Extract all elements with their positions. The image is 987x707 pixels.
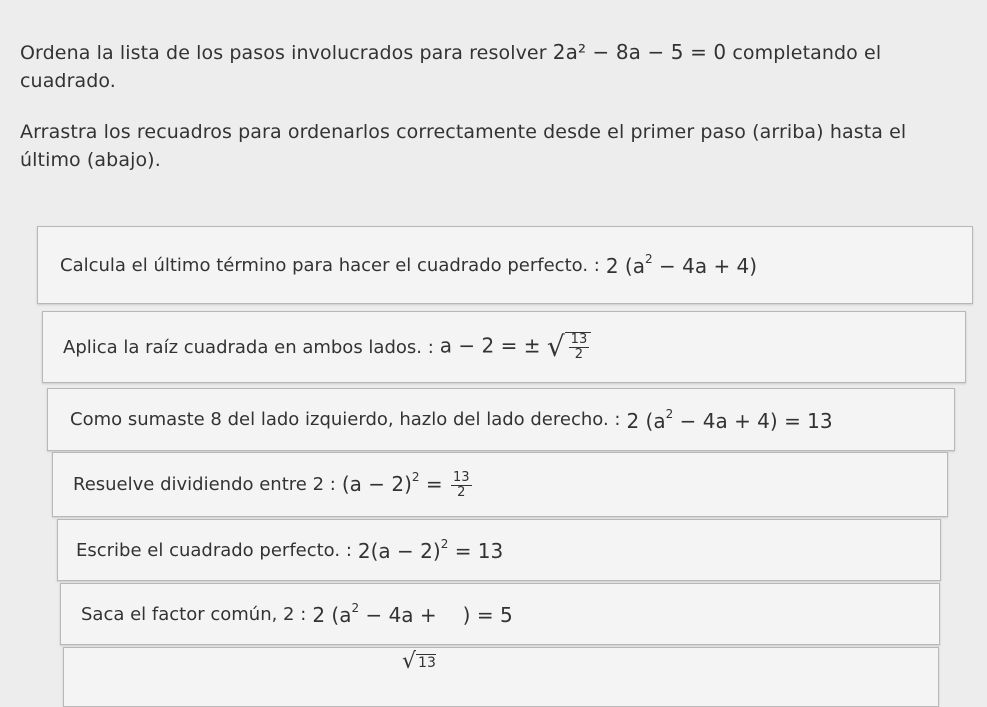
instruction-line-2: Arrastra los recuadros para ordenarlos correctamente desde el primer paso (arriba) hasta el último (abajo). <box>20 121 907 171</box>
step-expression: 2 $(a^2 - 4a + 4) = 13$ <box>626 406 833 433</box>
step-card[interactable] <box>63 647 939 707</box>
step-card[interactable] <box>60 583 940 645</box>
step-card[interactable] <box>37 226 973 304</box>
step-card[interactable] <box>42 311 966 383</box>
step-card[interactable] <box>47 388 955 451</box>
instruction-text-end: completando el cuadrado. <box>20 42 882 92</box>
step-expression: 2 ($a^2 - 4a$ + ) = 5 <box>312 601 513 627</box>
step-label: Resuelve dividiendo entre 2 : <box>73 474 336 495</box>
step-card[interactable] <box>57 519 941 581</box>
step-label: Como sumaste 8 del lado izquierdo, hazlo del lado derecho. : <box>70 409 621 430</box>
instruction-line-1 <box>20 38 970 95</box>
step-card[interactable] <box>52 452 948 517</box>
step-label: Calcula el último término para hacer el cuadrado perfecto. : <box>60 254 600 276</box>
step-expression: $(a - 2)^2$ = $\frac{13}{2}$ <box>341 469 470 500</box>
step-label: Aplica la raíz cuadrada en ambos lados. : <box>63 336 434 358</box>
step-expression: √ 13 <box>402 649 436 674</box>
instruction-text: Ordena la lista de los pasos involucrados para resolver <box>20 42 553 64</box>
target-equation: 2a² − 8a − 5 = 0 <box>552 40 727 64</box>
step-expression: a − 2 = ± √ $\frac{13}{2}$ <box>440 332 591 362</box>
step-expression: 2 $(a^2 - 4a + 4)$ <box>605 252 758 278</box>
step-expression: $2(a - 2)^2 = 13$ <box>357 537 504 563</box>
step-label: Saca el factor común, 2 : <box>81 603 307 625</box>
step-label: Escribe el cuadrado perfecto. : <box>76 539 352 561</box>
